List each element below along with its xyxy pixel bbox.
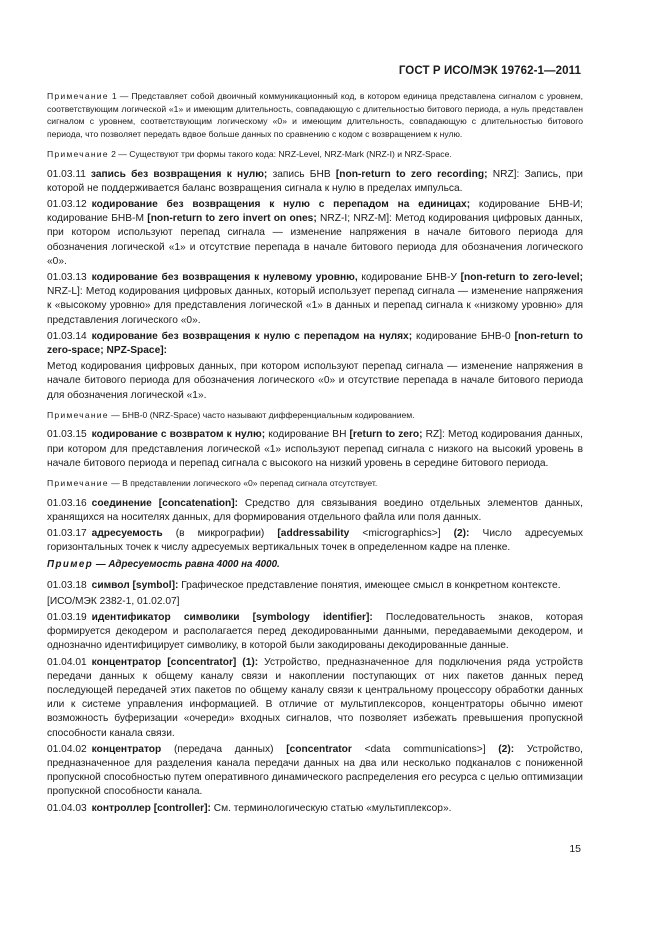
note-label: Примечание: [47, 409, 109, 420]
entry-definition: Устройство, предназначенное для подключения ряда устройств передачи данных к общему каналу связи и накоплении поступающих от них пакетов данных перед последующей передачей этих пакетов по общему каналу связи к центральному процессору обработки данных или к системе управления информацией. В отличие от мультиплексоров, концентраторы обычно имеют возможность буферизации «очереди» входных сигналов, что позволяет избежать превышения пропускной способности канала связи.: [47, 656, 583, 739]
entry-abbr: кодирование БНВ-И; кодирование БНВ-М: [47, 198, 583, 225]
entry-domain: (в микрографии): [162, 528, 278, 540]
note-label: Примечание: [47, 148, 109, 159]
entry-01-03-19: [47, 611, 583, 654]
entry-number: 01.03.11: [47, 168, 86, 180]
note-text: 1 — Представляет собой двоичный коммуникационный код, в котором единица представлена сигналом с уровнем, соответствующим логической «1» и имеющим длительность, совпадающую с длительностью битового периода, а нуль представлен сигналом с уровнем, соответствующим логическому «0» и имеющим длительность, совпадающую с длительностью битового периода, что позволяет передать вдвое больше данных по сравнению с кодом с возвращением к нулю.: [47, 91, 583, 140]
entry-term: кодирование без возвращения к нулевому уровню,: [91, 271, 358, 283]
example-label: Пример: [47, 558, 94, 570]
entry-domain-en: <micrographics>]: [349, 528, 454, 540]
entry-abbr-en: NRZ-L]:: [47, 286, 83, 298]
entry-abbr: кодирование БНВ-У: [357, 271, 461, 283]
entry-abbr-en: NPZ-Space]:: [103, 344, 168, 356]
entry-domain: (передача данных): [161, 743, 287, 755]
entry-english-term: [non-return to zero recording;: [335, 168, 488, 180]
entry-01-03-13: [47, 271, 583, 328]
entry-01-04-03: [47, 802, 583, 816]
entry-01-03-14: [47, 330, 583, 358]
entry-abbr: кодирование БНВ-0: [412, 330, 515, 342]
entry-number: 01.03.18: [47, 579, 87, 591]
entry-term: кодирование без возвращения к нулю с перепадом на единицах;: [91, 198, 471, 210]
entry-number: 01.03.17: [47, 528, 87, 540]
entry-term: адресуемость: [91, 528, 163, 540]
entry-01-03-18-source: [ИСО/МЭК 2382-1, 01.02.07]: [47, 595, 180, 607]
entry-term: концентратор [concentrator] (1):: [91, 656, 259, 668]
example: [47, 558, 583, 572]
entry-definition: Запись, при которой не поддерживается баланс возвращения сигнала к нулю в пределах импульса.: [47, 168, 583, 194]
entry-01-03-17: [47, 527, 583, 555]
entry-sense-number: (2):: [453, 528, 470, 540]
entry-01-03-16: [47, 497, 583, 525]
note-4: [47, 477, 583, 490]
entry-number: 01.04.03: [47, 802, 87, 814]
note-text: 2 — Существуют три формы такого кода: NRZ-Level, NRZ-Mark (NRZ-I) и NRZ-Space.: [108, 148, 452, 159]
entry-definition: См. терминологическую статью «мультиплексор».: [210, 802, 452, 814]
entry-english-term: [non-return to zero-level;: [460, 271, 583, 283]
note-label: Примечание: [47, 478, 109, 489]
example-text: — Адресуемость равна 4000 на 4000.: [93, 558, 280, 570]
entry-domain-en: <data communications>]: [351, 743, 499, 755]
note-label: Примечание: [47, 91, 109, 101]
entry-01-03-11: [47, 168, 583, 196]
entry-number: 01.03.14: [47, 330, 87, 342]
entry-english-term: [addressability: [277, 528, 350, 540]
entry-01-04-01: [47, 656, 583, 741]
entry-number: 01.03.15: [47, 429, 87, 441]
entry-01-03-15: [47, 428, 583, 471]
entry-abbr-en: NRZ]:: [487, 168, 520, 180]
entry-01-03-18: [47, 579, 583, 593]
entry-definition: Средство для связывания воедино отдельных элементов данных, хранящихся на носителях данных, для формирования отдельного файла или поля данных.: [47, 497, 583, 523]
entry-term: символ [symbol]:: [91, 579, 179, 591]
entry-number: 01.03.16: [47, 497, 87, 509]
entry-number: 01.04.02: [47, 743, 87, 755]
entry-number: 01.03.12: [47, 198, 87, 210]
entry-term: идентификатор символики [symbology identifier]:: [91, 612, 373, 623]
entry-01-03-14-definition: Метод кодирования цифровых данных, при котором используют перепад сигнала — изменение напряжения в начале битового периода для обозначения логического «0» и отсутствие перепада в начале битового периода для обозначения логической «1».: [47, 361, 583, 401]
entry-term: контроллер [controller]:: [91, 802, 211, 814]
entry-definition: Последовательность знаков, которая формируется декодером и располагается перед декодированными данными, передаваемыми декодером, и однозначно идентифицирует символику, в которой были закодированы декодированные данные.: [47, 612, 583, 652]
entry-term: концентратор: [91, 743, 162, 755]
page-number: 15: [569, 843, 581, 855]
entry-number: 01.03.19: [47, 612, 87, 623]
entry-number: 01.04.01: [47, 656, 87, 668]
entry-01-04-02: [47, 743, 583, 800]
entry-definition: Графическое представление понятия, имеющее смысл в конкретном контексте.: [178, 579, 561, 591]
entry-english-term: [non-return to zero invert on ones;: [147, 213, 317, 225]
entry-term: кодирование с возвратом к нулю;: [91, 429, 266, 441]
entry-number: 01.03.13: [47, 271, 87, 283]
document-header: ГОСТ Р ИСО/МЭК 19762-1—2011: [398, 65, 581, 77]
entry-term: соединение [concatenation]:: [91, 497, 238, 509]
entry-english-term: [non-return to zero-space;: [47, 330, 583, 356]
note-1: [47, 90, 583, 141]
entry-definition: Устройство, предназначенное для разделения канала передачи данных на два или несколько подканалов с пониженной пропускной способностью путем оперативного динамического распределения его ресурса с целью оптимизации пропускной способности канала.: [47, 743, 583, 798]
document-body: [47, 90, 583, 818]
entry-abbr: кодирование ВН: [265, 429, 350, 441]
entry-english-term: [concentrator: [286, 743, 352, 755]
entry-definition: Число адресуемых горизонтальных точек к числу адресуемых вертикальных точек в определенном кадре на пленке.: [47, 528, 584, 554]
entry-sense-number: (2):: [498, 743, 515, 755]
entry-term: запись без возвращения к нулю;: [90, 168, 268, 180]
note-2: [47, 148, 583, 161]
entry-english-term: [return to zero;: [349, 429, 423, 441]
entry-definition: Метод кодирования данных, при котором для представления логической «1» используют перепад сигнала с низкого на высокий уровень в начале битового периода и перепад сигнала с высокого на низкий уровень в середине битового периода.: [47, 429, 583, 469]
entry-abbr-en: RZ]:: [422, 429, 445, 441]
entry-term: кодирование без возвращения к нулю с перепадом на нулях;: [91, 330, 413, 342]
entry-abbr-en: NRZ-I; NRZ-M]:: [316, 213, 392, 225]
entry-01-03-12: [47, 198, 583, 269]
note-text: — В представлении логического «0» перепад сигнала отсутствует.: [108, 478, 378, 489]
entry-definition: Метод кодирования цифровых данных, при котором используют перепад сигнала — изменение напряжения в начале битового периода для обозначения логической «1» и отсутствие перепада в начале битового периода для обозначения логического «0».: [47, 213, 583, 267]
entry-definition: Метод кодирования цифровых данных, который использует перепад сигнала — изменение напряжения к «высокому уровню» для представления логической «1» в данных и перепад сигнала к «низкому уровню» для представления логического «0».: [47, 286, 583, 326]
note-3: [47, 409, 583, 422]
entry-abbr: запись БНВ: [267, 168, 336, 180]
note-text: — БНВ-0 (NRZ-Space) часто называют дифференциальным кодированием.: [108, 409, 415, 420]
